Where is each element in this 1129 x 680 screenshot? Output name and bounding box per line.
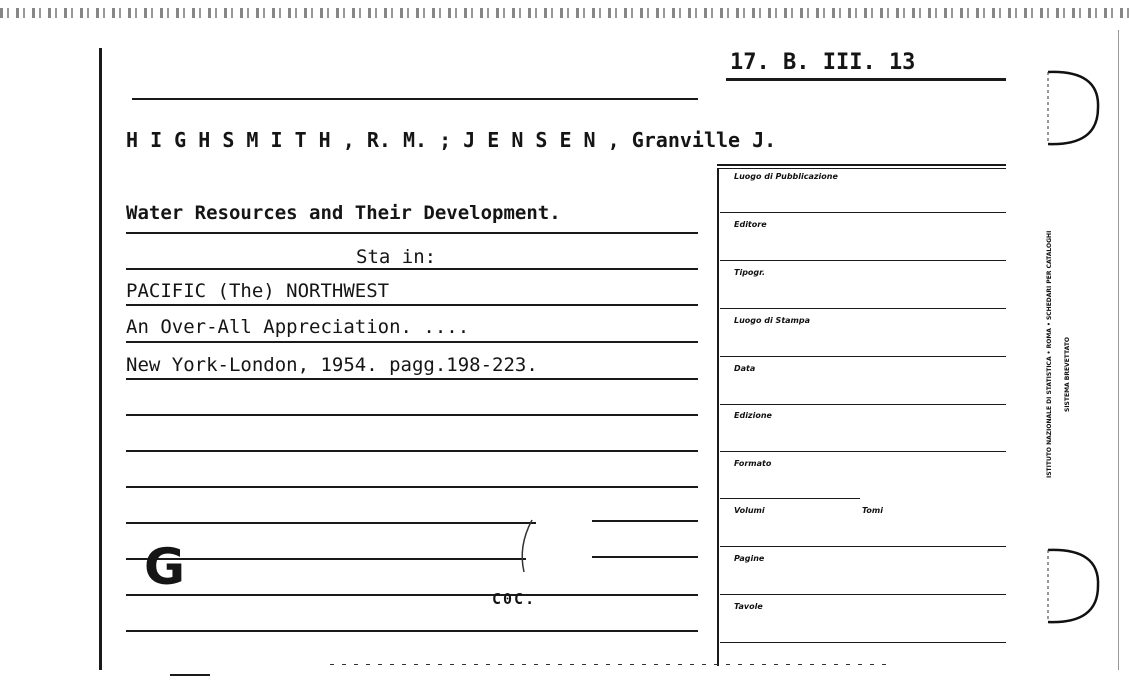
right-edge-line	[1118, 30, 1119, 670]
field-rule-2	[720, 260, 1006, 261]
field-rule-3	[720, 308, 1006, 309]
stamp-letter-g: G	[144, 538, 186, 596]
rule-4	[126, 341, 698, 343]
bottom-stray-mark	[170, 674, 210, 676]
book-title: PACIFIC (The) NORTHWEST	[126, 280, 390, 302]
authors-line: H I G H S M I T H , R. M. ; J E N S E N , Granville J.	[126, 128, 777, 152]
field-rule-5	[720, 404, 1006, 405]
field-data: Data	[734, 364, 756, 373]
field-tavole: Tavole	[734, 602, 763, 611]
scan-edge-noise	[0, 8, 1129, 18]
field-edizione: Edizione	[734, 411, 772, 420]
field-luogo-stampa: Luogo di Stampa	[734, 316, 810, 325]
title-line: Water Resources and Their Development.	[126, 202, 561, 224]
field-rule-7	[720, 498, 860, 499]
rule-9b	[592, 520, 698, 522]
form-box-top-border	[717, 164, 1006, 166]
rule-3	[126, 304, 698, 306]
sta-in-label: Sta in:	[356, 246, 437, 268]
rule-8	[126, 486, 698, 488]
field-volumi: Volumi	[734, 506, 765, 515]
field-pagine: Pagine	[734, 554, 765, 563]
book-subtitle: An Over-All Appreciation. ....	[126, 316, 470, 338]
rule-2	[126, 268, 698, 270]
field-tipogr: Tipogr.	[734, 268, 765, 277]
rule-10b	[592, 556, 698, 558]
field-rule-4	[720, 356, 1006, 357]
rule-1	[126, 232, 698, 234]
field-rule-9	[720, 594, 1006, 595]
header-rule	[132, 98, 698, 100]
rule-12	[126, 630, 698, 632]
field-rule-6	[720, 451, 1006, 452]
form-box-left-border	[717, 168, 719, 666]
rule-7	[126, 450, 698, 452]
rule-6	[126, 414, 698, 416]
card-left-border	[99, 48, 102, 670]
rule-9a	[126, 522, 536, 524]
rule-5	[126, 378, 698, 380]
field-rule-10	[720, 642, 1006, 643]
stamp-fragment: C0C.	[492, 590, 537, 608]
field-editore: Editore	[734, 220, 767, 229]
rule-11	[126, 594, 698, 596]
field-tomi: Tomi	[862, 506, 883, 515]
side-note-line1: ISTITUTO NAZIONALE DI STATISTICA • ROMA • SCHEDARI PER CATALOGHI	[1046, 230, 1053, 478]
rule-10a	[126, 558, 526, 560]
catalog-number: 17. B. III. 13	[730, 50, 916, 75]
stamp-arc	[514, 518, 534, 574]
punch-hole-bottom-icon	[1040, 544, 1104, 628]
publication-line: New York-London, 1954. pagg.198-223.	[126, 354, 538, 376]
field-luogo-pubblicazione: Luogo di Pubblicazione	[734, 172, 838, 181]
bottom-dotted-mark	[330, 664, 890, 665]
catalog-number-underline	[726, 78, 1006, 81]
field-rule-8	[720, 546, 1006, 547]
field-formato: Formato	[734, 459, 772, 468]
side-note-line2: SISTEMA BREVETTATO	[1064, 336, 1071, 412]
punch-hole-top-icon	[1040, 66, 1104, 150]
form-box-top-border-2	[717, 168, 1006, 169]
field-rule-1	[720, 212, 1006, 213]
